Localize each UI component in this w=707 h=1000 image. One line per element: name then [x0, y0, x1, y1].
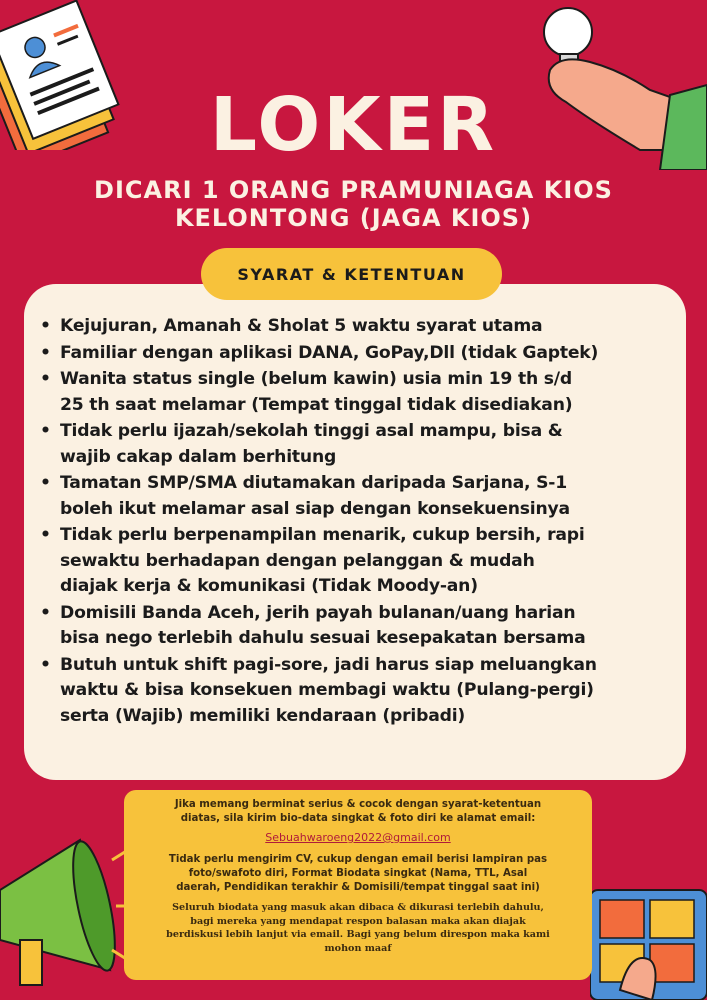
bullet-icon: •: [40, 473, 51, 493]
list-item-line: wajib cakap dalam berhitung: [60, 446, 337, 467]
text-line: bagi mereka yang mendapat respon balasan maka akan diajak: [190, 915, 526, 927]
list-item-line: Familiar dengan aplikasi DANA, GoPay,Dll (tidak Gaptek): [60, 342, 599, 363]
list-item: [40, 367, 680, 418]
list-item: [40, 653, 680, 730]
list-item-line: sewaktu berhadapan dengan pelanggan & mudah: [60, 550, 535, 571]
contact-email-link[interactable]: Sebuahwaroeng2022@gmail.com: [265, 831, 451, 844]
job-subtitle: [20, 176, 687, 232]
application-info-box: [124, 790, 592, 980]
list-item: [40, 601, 680, 652]
subtitle-line: DICARI 1 ORANG PRAMUNIAGA KIOS: [94, 176, 613, 204]
bullet-icon: •: [40, 602, 51, 623]
list-item: [40, 341, 680, 367]
list-item-line: diajak kerja & komunikasi (Tidak Moody-an): [60, 576, 478, 596]
list-item-line: Tamatan SMP/SMA diutamakan daripada Sarjana, S-1: [60, 473, 567, 493]
section-label-badge: SYARAT & KETENTUAN: [201, 248, 502, 300]
bullet-icon: •: [40, 342, 51, 363]
list-item-line: Kejujuran, Amanah & Sholat 5 waktu syarat utama: [60, 316, 543, 336]
list-item: [40, 471, 680, 522]
text-line: diatas, sila kirim bio-data singkat & foto diri ke alamat email:: [180, 813, 536, 824]
closing-note: [134, 901, 582, 955]
list-item-line: waktu & bisa konsekuen membagi waktu (Pulang-pergi): [60, 680, 594, 700]
bullet-icon: •: [40, 525, 51, 545]
text-line: mohon maaf: [324, 942, 392, 954]
list-item: [40, 314, 680, 340]
list-item-line: 25 th saat melamar (Tempat tinggal tidak disediakan): [60, 394, 573, 415]
list-item-line: Tidak perlu ijazah/sekolah tinggi asal mampu, bisa &: [60, 421, 563, 441]
hand-touching-tablet-illustration: [590, 880, 707, 1000]
page-title: LOKER: [209, 82, 498, 168]
cv-instructions: [134, 853, 582, 895]
bullet-icon: •: [40, 654, 51, 675]
list-item-line: bisa nego terlebih dahulu sesuai kesepakatan bersama: [60, 628, 586, 648]
megaphone-illustration: [0, 820, 130, 1000]
list-item-line: boleh ikut melamar asal siap dengan konsekuensinya: [60, 498, 570, 519]
list-item-line: Domisili Banda Aceh, jerih payah bulanan/uang harian: [60, 602, 576, 623]
list-item: [40, 419, 680, 470]
text-line: Jika memang berminat serius & cocok dengan syarat-ketentuan: [174, 799, 542, 810]
bullet-icon: •: [40, 316, 51, 336]
text-line: daerah, Pendidikan terakhir & Domisili/tempat tinggal saat ini): [176, 882, 540, 893]
application-intro: [134, 798, 582, 826]
text-line: Tidak perlu mengirim CV, cukup dengan email berisi lampiran pas: [168, 854, 548, 865]
requirements-list: [40, 314, 680, 730]
subtitle-line: KELONTONG (JAGA KIOS): [174, 204, 533, 232]
text-line: berdiskusi lebih lanjut via email. Bagi yang belum direspon maka kami: [166, 929, 550, 940]
bullet-icon: •: [40, 369, 51, 389]
list-item-line: Wanita status single (belum kawin) usia min 19 th s/d: [60, 369, 572, 389]
list-item-line: serta (Wajib) memiliki kendaraan (pribadi): [60, 705, 466, 726]
list-item: [40, 523, 680, 600]
text-line: foto/swafoto diri, Format Biodata singkat (Nama, TTL, Asal: [188, 868, 528, 879]
list-item-line: Butuh untuk shift pagi-sore, jadi harus siap meluangkan: [60, 654, 597, 675]
text-line: Seluruh biodata yang masuk akan dibaca & dikurasi terlebih dahulu,: [172, 902, 544, 913]
list-item-line: Tidak perlu berpenampilan menarik, cukup bersih, rapi: [60, 525, 585, 545]
bullet-icon: •: [40, 421, 51, 441]
